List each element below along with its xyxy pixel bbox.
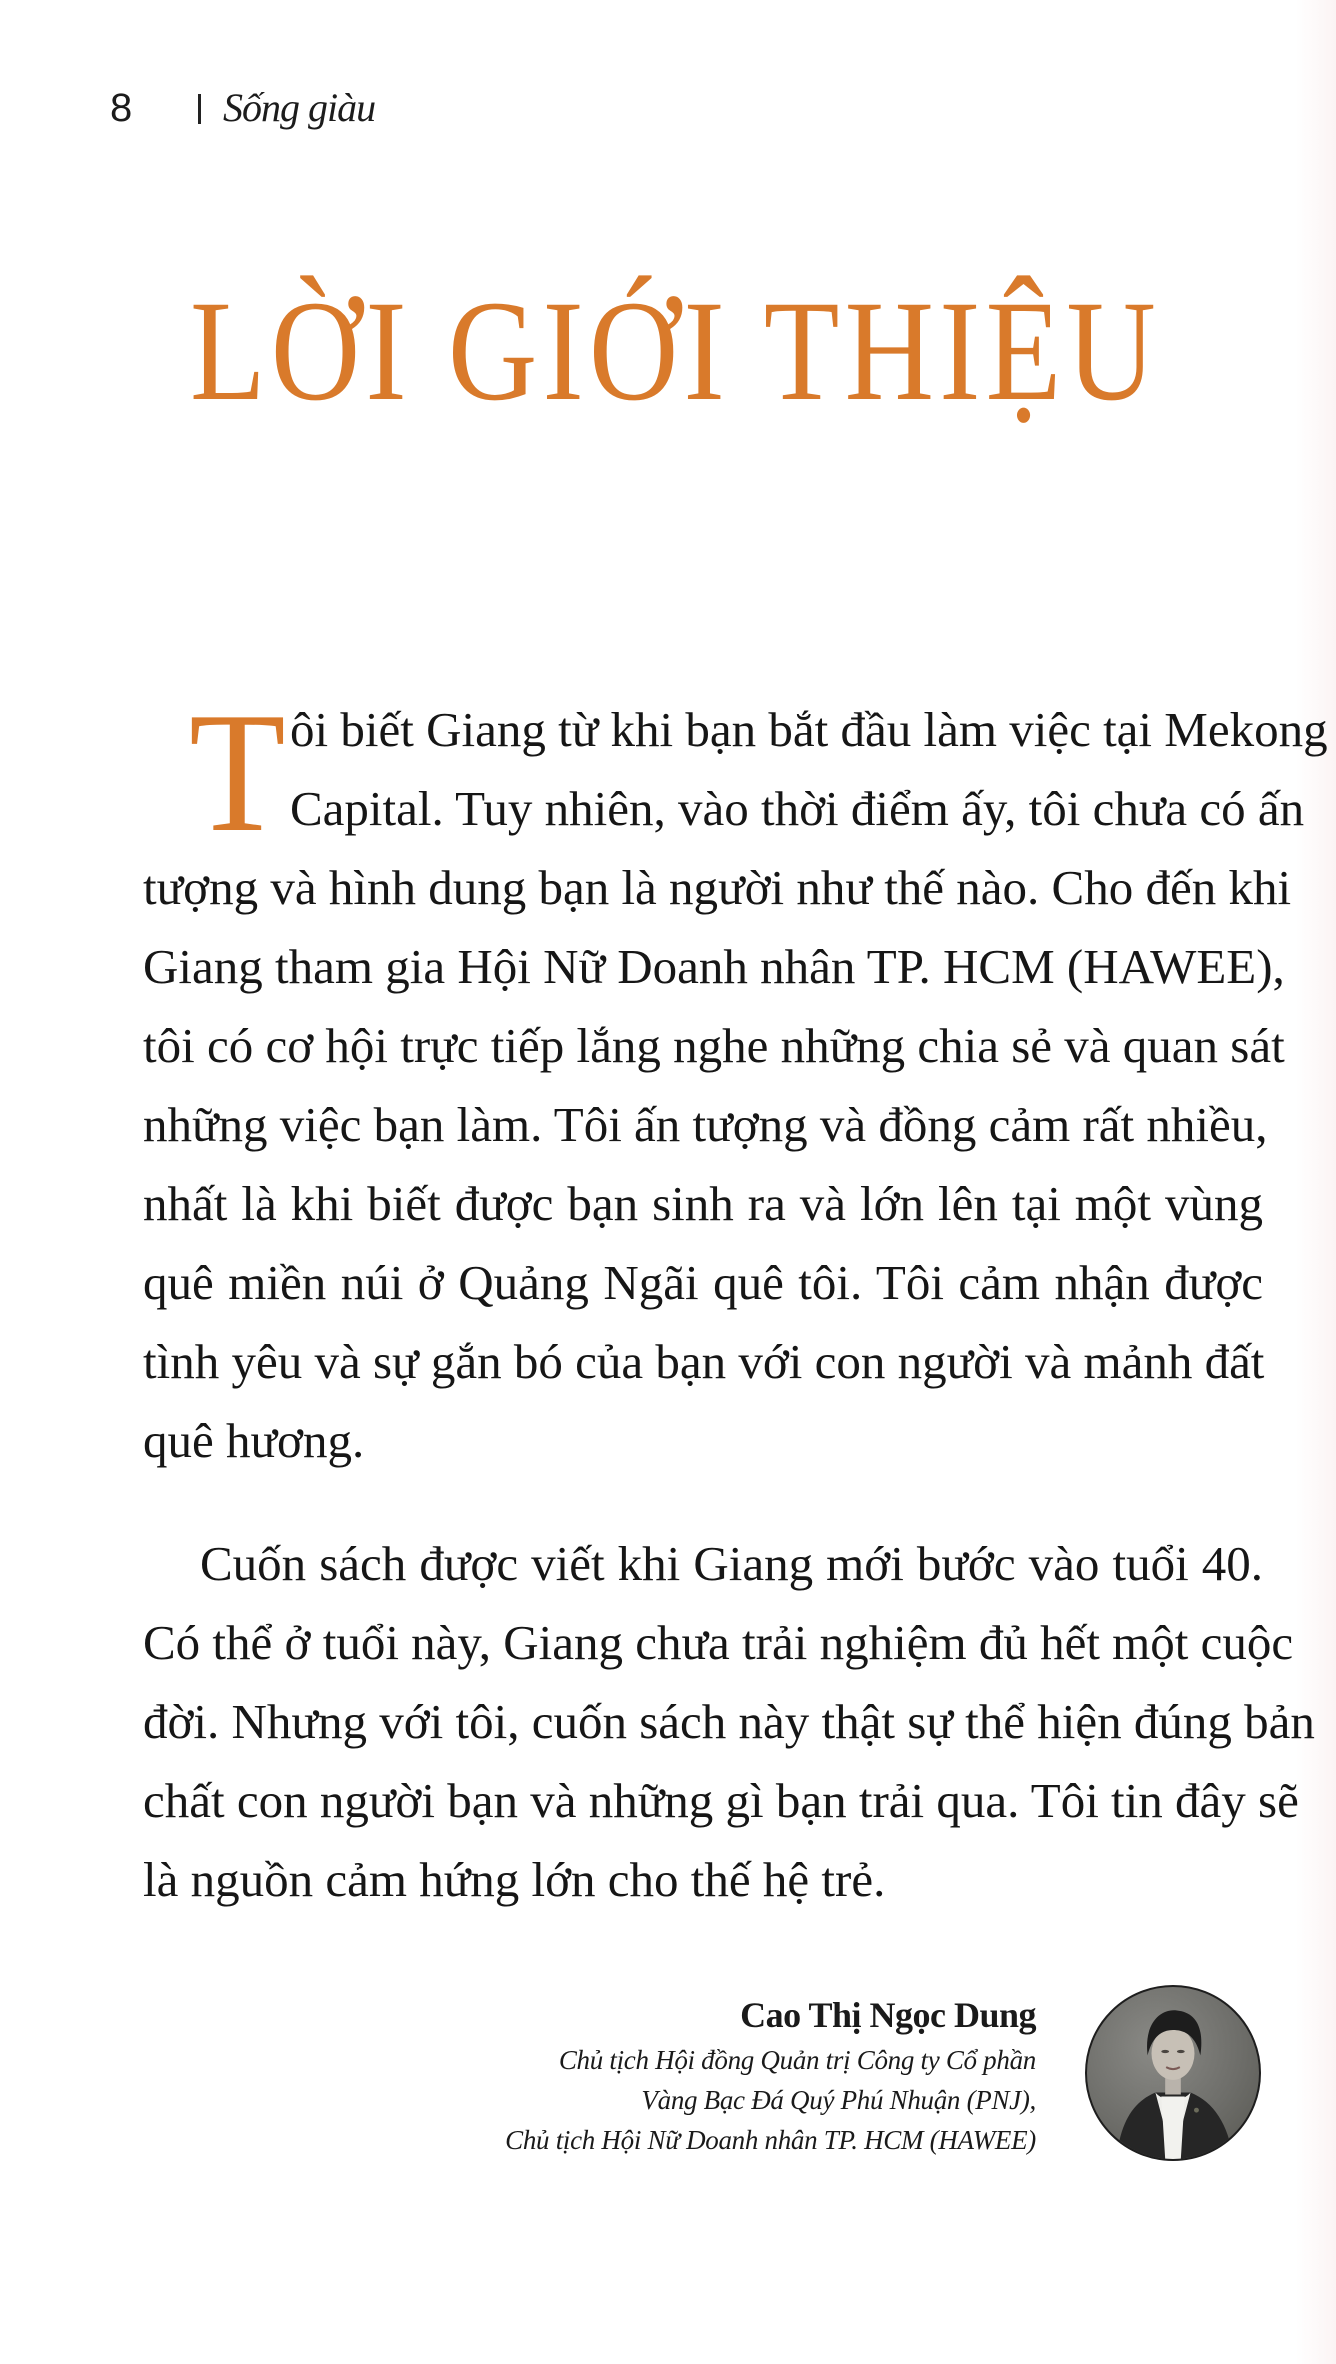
author-role-line: Chủ tịch Hội đồng Quản trị Công ty Cổ phần (558, 2045, 1036, 2075)
text-line: nhất là khi biết được bạn sinh ra và lớn lên tại một vùng (143, 1176, 1263, 1231)
book-title: Sống giàu (223, 85, 376, 130)
page-number: 8 (110, 86, 133, 130)
text-line: tình yêu và sự gắn bó của bạn với con người và mảnh đất (143, 1334, 1265, 1389)
text-line: Capital. Tuy nhiên, vào thời điểm ấy, tôi chưa có ấn (290, 781, 1305, 836)
text-line: là nguồn cảm hứng lớn cho thế hệ trẻ. (143, 1852, 886, 1907)
drop-cap: T (189, 678, 286, 868)
text-line: Cuốn sách được viết khi Giang mới bước vào tuổi 40. (200, 1536, 1263, 1591)
text-line: quê hương. (143, 1413, 365, 1468)
text-line: tôi có cơ hội trực tiếp lắng nghe những chia sẻ và quan sát (143, 1018, 1285, 1073)
text-line: những việc bạn làm. Tôi ấn tượng và đồng cảm rất nhiều, (143, 1097, 1268, 1152)
author-portrait (1085, 1985, 1261, 2161)
author-role-line: Chủ tịch Hội Nữ Doanh nhân TP. HCM (HAWEE) (505, 2125, 1036, 2155)
text-line: Giang tham gia Hội Nữ Doanh nhân TP. HCM (HAWEE), (143, 939, 1285, 994)
chapter-title: LỜI GIỚI THIỆU (190, 272, 1161, 431)
text-line: Có thể ở tuổi này, Giang chưa trải nghiệm đủ hết một cuộc (143, 1615, 1294, 1670)
text-line: ôi biết Giang từ khi bạn bắt đầu làm việc tại Mekong (290, 702, 1328, 757)
text-line: tượng và hình dung bạn là người như thế nào. Cho đến khi (143, 860, 1292, 915)
header-divider (198, 94, 201, 124)
paragraph-spacer (143, 1480, 1263, 1524)
body-text (143, 678, 1328, 1919)
text-line: quê miền núi ở Quảng Ngãi quê tôi. Tôi cảm nhận được (143, 1255, 1263, 1310)
portrait-image (1087, 1987, 1259, 2159)
running-header (110, 84, 375, 134)
paragraph-2 (143, 1524, 1315, 1919)
author-name: Cao Thị Ngọc Dung (740, 1995, 1036, 2035)
text-line: đời. Nhưng với tôi, cuốn sách này thật sự thể hiện đúng bản (143, 1694, 1315, 1749)
text-line: chất con người bạn và những gì bạn trải qua. Tôi tin đây sẽ (143, 1773, 1299, 1828)
attribution (505, 1990, 1036, 2160)
author-role-line: Vàng Bạc Đá Quý Phú Nhuận (PNJ), (641, 2085, 1036, 2115)
paragraph-1 (143, 678, 1328, 1480)
